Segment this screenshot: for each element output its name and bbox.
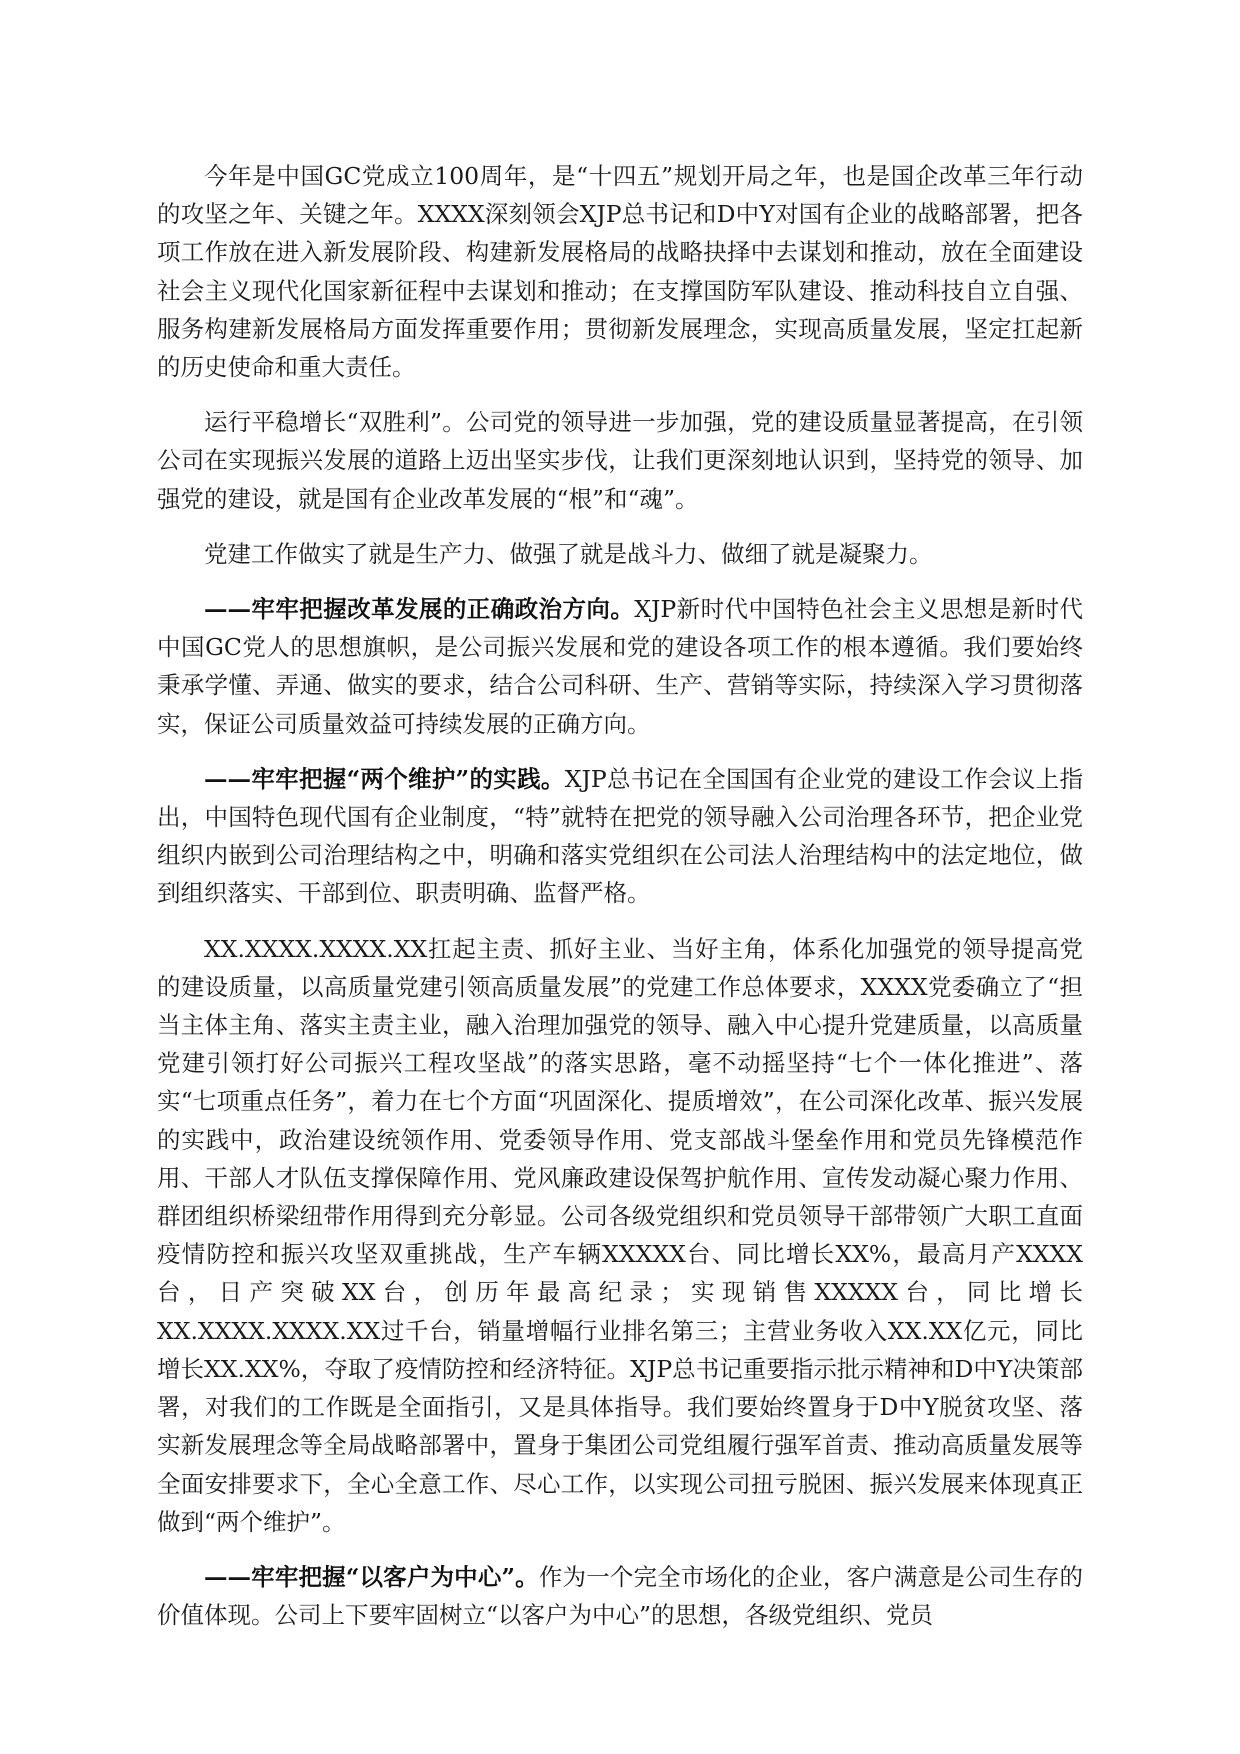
paragraph-text: XJP新时代中国特色社会主义思想是新时代中国GC党人的思想旗帜，是公司振兴发展和党的建设各项工作的根本遵循。我们要始终秉承学懂、弄通、做实的要求，结合公司科研、生产、营销等实际，持续深入学习贯彻落实，保证公司质量效益可持续发展的正确方向。	[157, 595, 1083, 738]
paragraph-7	[157, 1558, 1083, 1634]
paragraph-3	[157, 535, 1083, 573]
paragraph-text: XX.XXXX.XXXX.XX扛起主责、抓好主业、当好主角，体系化加强党的领导提高党的建设质量，以高质量党建引领高质量发展”的党建工作总体要求，XXXX党委确立了“担当主体主角、落实主责主业，融入治理加强党的领导、融入中心提升党建质量，以高质量党建引领打好公司振兴工程攻坚战”的落实思路，毫不动摇坚持“七个一体化推进”、落实“七项重点任务”，着力在七个方面“巩固深化、提质增效”，在公司深化改革、振兴发展的实践中，政治建设统领作用、党委领导作用、党支部战斗堡垒作用和党员先锋模范作用、干部人才队伍支撑保障作用、党风廉政建设保驾护航作用、宣传发动凝心聚力作用、群团组织桥梁纽带作用得到充分彰显。公司各级党组织和党员领导干部带领广大职工直面疫情防控和振兴攻坚双重挑战，生产车辆XXXXX台、同比增长XX%，最高月产XXXX台，日产突破XX台，创历年最高纪录；实现销售XXXXX台，同比增长XX.XXXX.XXXX.XX过千台，销量增幅行业排名第三；主营业务收入XX.XX亿元，同比增长XX.XX%，夺取了疫情防控和经济特征。XJP总书记重要指示批示精神和D中Y决策部署，对我们的工作既是全面指引，又是具体指导。我们要始终置身于D中Y脱贫攻坚、落实新发展理念等全局战略部署中，置身于集团公司党组履行强军首责、推动高质量发展等全面安排要求下，全心全意工作、尽心工作，以实现公司扭亏脱困、振兴发展来体现真正做到“两个维护”。	[157, 934, 1083, 1536]
paragraph-lead: ——牢牢把握改革发展的正确政治方向。	[204, 595, 635, 624]
paragraph-5	[157, 760, 1083, 913]
paragraph-lead: ——牢牢把握“两个维护”的实践。	[204, 764, 565, 793]
paragraph-4	[157, 590, 1083, 743]
paragraph-lead: ——牢牢把握“以客户为中心”。	[204, 1562, 539, 1591]
paragraph-text: 运行平稳增长“双胜利”。公司党的领导进一步加强，党的建设质量显著提高，在引领公司在实现振兴发展的道路上迈出坚实步伐，让我们更深刻地认识到，坚持党的领导、加强党的建设，就是国有企业改革发展的“根”和“魂”。	[157, 408, 1083, 513]
document-body	[157, 157, 1083, 1651]
paragraph-text: 今年是中国GC党成立100周年，是“十四五”规划开局之年，也是国企改革三年行动的攻坚之年、关键之年。XXXX深刻领会XJP总书记和D中Y对国有企业的战略部署，把各项工作放在进入新发展阶段、构建新发展格局的战略抉择中去谋划和推动，放在全面建设社会主义现代化国家新征程中去谋划和推动；在支撑国防军队建设、推动科技自立自强、服务构建新发展格局方面发挥重要作用；贯彻新发展理念，实现高质量发展，坚定扛起新的历史使命和重大责任。	[157, 162, 1083, 382]
paragraph-text: 作为一个完全市场化的企业，客户满意是公司生存的价值体现。公司上下要牢固树立“以客户为中心”的思想，各级党组织、党员	[157, 1562, 1083, 1630]
paragraph-text: XJP总书记在全国国有企业党的建设工作会议上指出，中国特色现代国有企业制度，“特”就特在把党的领导融入公司治理各环节，把企业党组织内嵌到公司治理结构之中，明确和落实党组织在公司法人治理结构中的法定地位，做到组织落实、干部到位、职责明确、监督严格。	[157, 764, 1083, 908]
paragraph-6	[157, 930, 1083, 1541]
paragraph-1	[157, 157, 1083, 386]
paragraph-2	[157, 403, 1083, 518]
paragraph-text: 党建工作做实了就是生产力、做强了就是战斗力、做细了就是凝聚力。	[204, 539, 933, 568]
